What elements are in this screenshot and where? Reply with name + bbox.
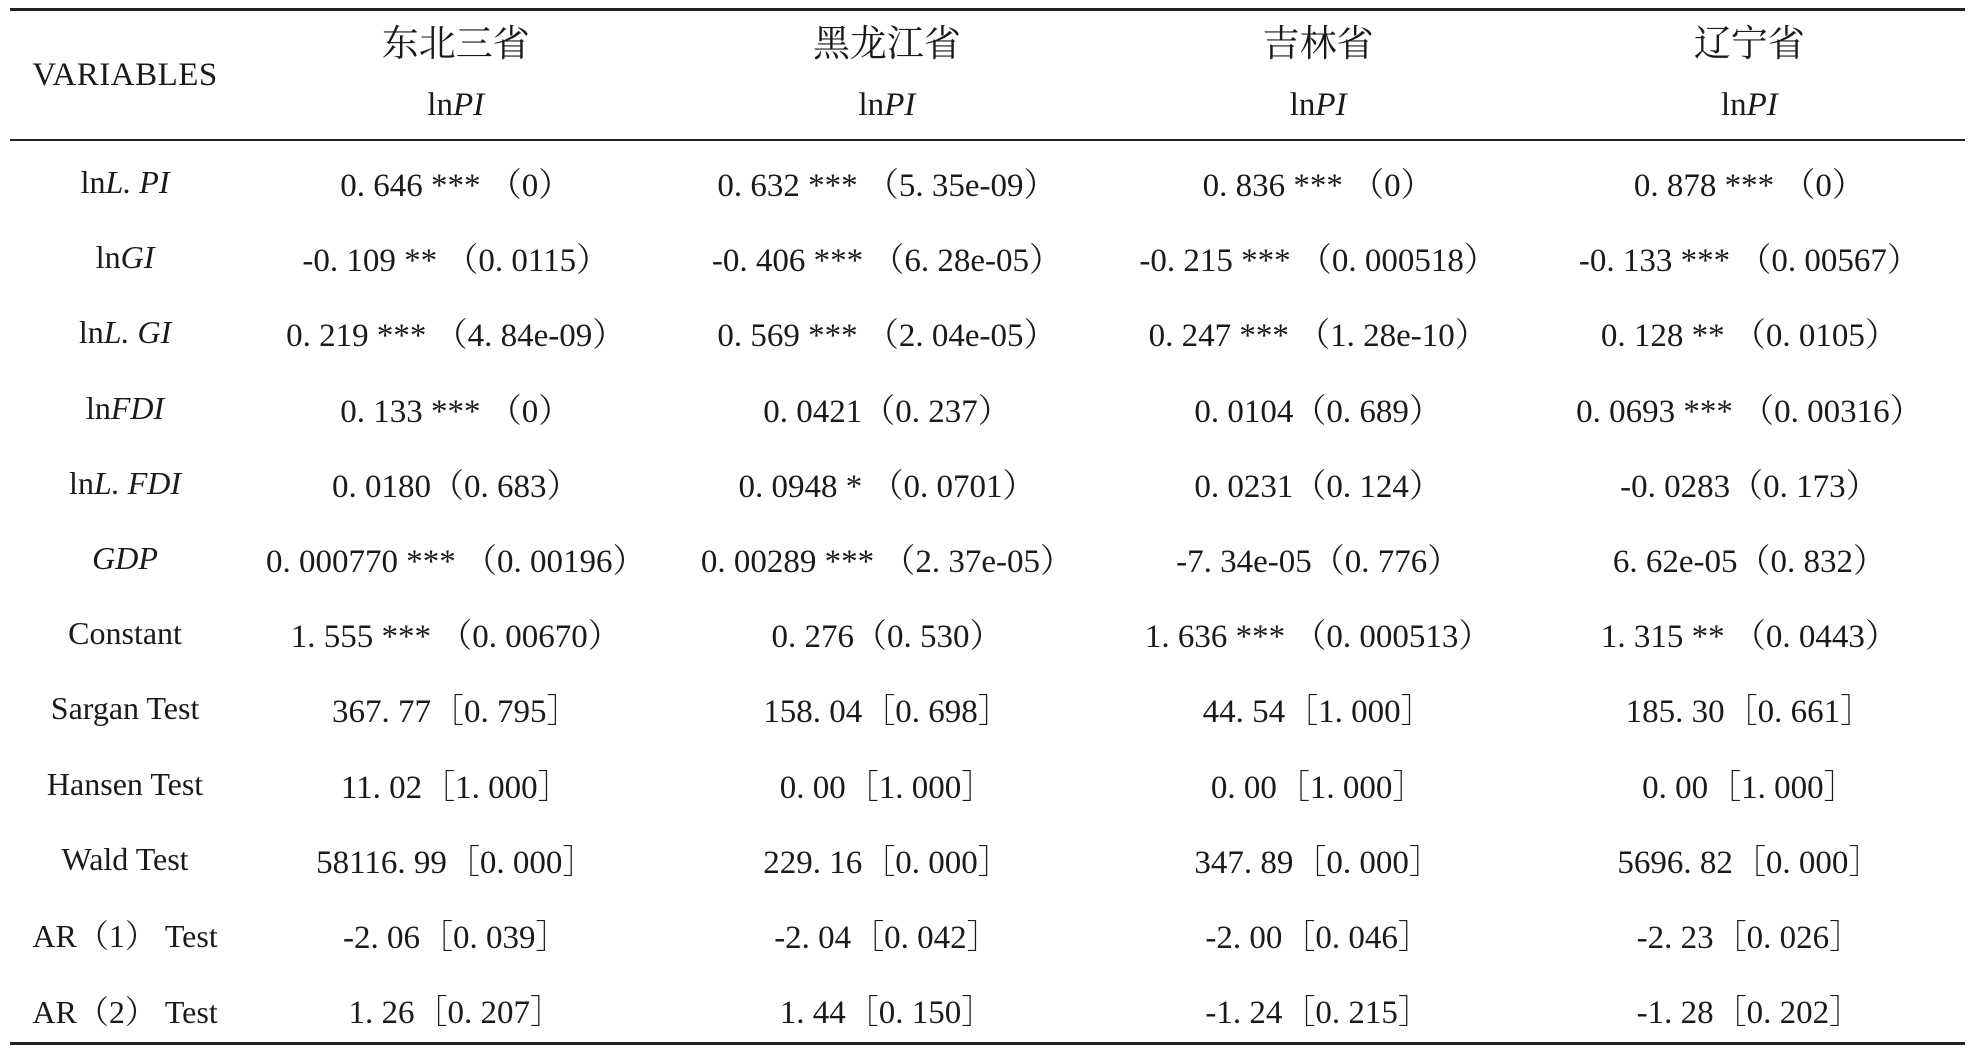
regression-table xyxy=(10,11,1965,1047)
table-cell: 6. 62e-05（0. 832） xyxy=(1612,544,1886,581)
column-dependent-variable: lnPI xyxy=(1289,87,1347,123)
table-cell: 0. 569 *** （2. 04e-05） xyxy=(717,318,1057,355)
table-row xyxy=(10,671,1965,746)
table-cell: -0. 215 *** （0. 000518） xyxy=(1139,243,1497,280)
column-province: 辽宁省 xyxy=(1693,24,1805,65)
table-row xyxy=(10,596,1965,671)
table-cell: 11. 02［1. 000］ xyxy=(340,769,571,806)
table-cell: 1. 636 *** （0. 000513） xyxy=(1144,619,1492,656)
table-cell: -7. 34e-05（0. 776） xyxy=(1176,544,1461,581)
row-label: lnL. GI xyxy=(78,314,172,351)
table-cell: -1. 28［0. 202］ xyxy=(1636,995,1863,1032)
row-label: Wald Test xyxy=(61,840,189,877)
table-header-row xyxy=(10,11,1965,139)
table-cell: 0. 000770 *** （0. 00196） xyxy=(265,544,646,581)
table-cell: 0. 0104（0. 689） xyxy=(1194,393,1442,430)
table-row xyxy=(10,747,1965,822)
column-header-1 xyxy=(671,11,1102,139)
variables-header: VARIABLES xyxy=(32,56,218,93)
row-label: GDP xyxy=(92,540,158,577)
table-cell: 0. 632 *** （5. 35e-09） xyxy=(717,168,1057,205)
row-label: lnL. FDI xyxy=(69,464,182,501)
table-cell: 0. 00［1. 000］ xyxy=(1210,769,1426,806)
table-row xyxy=(10,972,1965,1047)
table-cell: 0. 00［1. 000］ xyxy=(779,769,995,806)
row-label: lnGI xyxy=(95,239,155,276)
table-cell: 1. 315 ** （0. 0443） xyxy=(1600,619,1898,656)
table-cell: 0. 0948 * （0. 0701） xyxy=(738,468,1036,505)
table-cell: 347. 89［0. 000］ xyxy=(1194,844,1442,881)
table-cell: 0. 128 ** （0. 0105） xyxy=(1600,318,1898,355)
table-cell: -0. 0283（0. 173） xyxy=(1620,468,1879,505)
table-cell: -0. 133 *** （0. 00567） xyxy=(1578,243,1920,280)
table-cell: 0. 247 *** （1. 28e-10） xyxy=(1148,318,1488,355)
table-row xyxy=(10,220,1965,295)
table-cell: 229. 16［0. 000］ xyxy=(763,844,1011,881)
table-row xyxy=(10,822,1965,897)
table-cell: 0. 00［1. 000］ xyxy=(1642,769,1857,806)
table-cell: 0. 0180（0. 683） xyxy=(331,468,580,505)
row-label: lnL. PI xyxy=(80,164,170,201)
table-row xyxy=(10,371,1965,446)
table-cell: 58116. 99［0. 000］ xyxy=(316,844,596,881)
table-row xyxy=(10,897,1965,972)
row-label: Hansen Test xyxy=(46,765,204,802)
column-province: 东北三省 xyxy=(381,24,530,65)
table-cell: 158. 04［0. 698］ xyxy=(763,694,1011,731)
table-cell: 185. 30［0. 661］ xyxy=(1625,694,1874,731)
table-cell: -0. 406 *** （6. 28e-05） xyxy=(711,243,1062,280)
table-cell: 0. 0231（0. 124） xyxy=(1194,468,1442,505)
table-cell: 0. 219 *** （4. 84e-09） xyxy=(286,318,626,355)
row-label: lnFDI xyxy=(85,389,165,426)
table-cell: -0. 109 ** （0. 0115） xyxy=(302,243,610,280)
table-row xyxy=(10,139,1965,220)
column-dependent-variable: lnPI xyxy=(858,87,916,123)
table-cell: 367. 77［0. 795］ xyxy=(331,694,580,731)
table-cell: 44. 54［1. 000］ xyxy=(1202,694,1434,731)
table-cell: -2. 06［0. 039］ xyxy=(342,919,569,956)
table-cell: 1. 26［0. 207］ xyxy=(348,995,563,1032)
table-cell: -2. 04［0. 042］ xyxy=(774,919,1000,956)
column-header-0 xyxy=(240,11,671,139)
row-label: AR（1） Test xyxy=(32,918,218,955)
table-cell: 1. 555 *** （0. 00670） xyxy=(290,619,621,656)
column-header-3 xyxy=(1534,11,1965,139)
table-cell: 0. 133 *** （0） xyxy=(340,393,572,430)
table-cell: 5696. 82［0. 000］ xyxy=(1617,844,1882,881)
column-dependent-variable: lnPI xyxy=(1720,87,1778,123)
column-province: 吉林省 xyxy=(1262,24,1374,65)
table-cell: 0. 00289 *** （2. 37e-05） xyxy=(700,544,1073,581)
table-cell: 0. 276（0. 530） xyxy=(771,619,1003,656)
table-row xyxy=(10,521,1965,596)
table-row xyxy=(10,295,1965,370)
table-cell: 0. 0693 *** （0. 00316） xyxy=(1576,393,1923,430)
row-label: Sargan Test xyxy=(50,690,200,727)
table-cell: 0. 878 *** （0） xyxy=(1633,168,1865,205)
table-cell: 0. 0421（0. 237） xyxy=(763,393,1011,430)
table-cell: 0. 836 *** （0） xyxy=(1202,168,1434,205)
column-dependent-variable: lnPI xyxy=(427,87,485,123)
table-cell: -1. 24［0. 215］ xyxy=(1205,995,1431,1032)
table-cell: -2. 00［0. 046］ xyxy=(1205,919,1431,956)
table-row xyxy=(10,446,1965,521)
table-cell: 1. 44［0. 150］ xyxy=(779,995,995,1032)
table-cell: -2. 23［0. 026］ xyxy=(1636,919,1863,956)
table-cell: 0. 646 *** （0） xyxy=(340,168,572,205)
column-province: 黑龙江省 xyxy=(812,24,961,65)
column-header-2 xyxy=(1103,11,1534,139)
row-label: AR（2） Test xyxy=(32,993,218,1030)
row-label: Constant xyxy=(68,615,182,652)
